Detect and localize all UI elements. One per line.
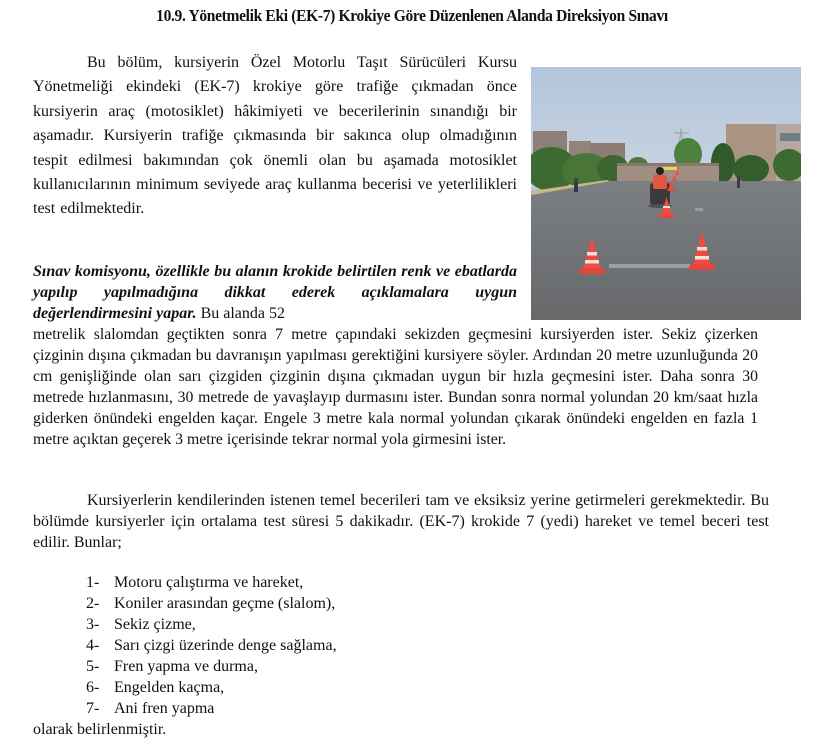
list-item-text: Sarı çizgi üzerinde denge sağlama, — [114, 637, 337, 654]
list-item-number: 5- — [86, 658, 100, 675]
skills-list — [86, 572, 337, 719]
list-item — [86, 614, 337, 635]
list-item — [86, 677, 337, 698]
commission-paragraph-continued: metrelik slalomdan geçtikten sonra 7 metre çapındaki sekizden geçmesini kursiyerden ister. Sekiz çizerken çizginin dışına çıkmadan bu davranışın yapılması gerektiğini kursiyere söyler. Ardından 20 metre uzunluğunda 20 cm genişliğinde olan sarı çizgiden çizginin dışına çıkmadan uygun bir hızla geçmesini ister. Daha sonra 30 metrede hızlanmasını, 30 metrede de yavaşlayıp durmasını ister. Bundan sonra normal yolundan 20 km/saat hızla giderken önündeki engelden kaçar. Engele 3 metre kala normal yolundan çıkarak önündeki engelden en fazla 1 metre açıktan geçerek 3 metre içerisinde tekrar normal yola girmesini ister. — [33, 326, 758, 448]
list-item-text: Koniler arasından geçme (slalom), — [114, 595, 336, 612]
closing-line: olarak belirlenmiştir. — [33, 721, 167, 738]
list-item — [86, 656, 337, 677]
list-item-text: Motoru çalıştırma ve hareket, — [114, 574, 304, 591]
list-item-number: 6- — [86, 679, 100, 696]
list-item-number: 2- — [86, 595, 100, 612]
commission-continuation-text: Bu alanda 52 — [196, 304, 285, 322]
list-item-text: Engelden kaçma, — [114, 679, 225, 696]
requirements-paragraph-text: Kursiyerlerin kendilerinden istenen temel becerileri tam ve eksiksiz yerine getirmeleri gerekmektedir. Bu bölümde kursiyerler için ortalama test süresi 5 dakikadır. (EK-7) krokide 7 (yedi) hareket ve temel beceri test edilir. Bunlar; — [33, 492, 769, 551]
commission-emphasis-text: Sınav komisyonu, özellikle bu alanın krokide belirtilen renk ve ebatlarda yapılıp yapılmadığına dikkat ederek açıklamalara uygun değerlendirmesini yapar. — [33, 263, 517, 322]
list-item — [86, 698, 337, 719]
intro-paragraph-text: Bu bölüm, kursiyerin Özel Motorlu Taşıt Sürücüleri Kursu Yönetmeliği ekindeki (EK-7) krokiye göre trafiğe çıkmadan önce kursiyerin araç (motosiklet) hâkimiyeti ve becerilerinin sınandığı bir aşamadır. Kursiyerin trafiğe çıkmasında bir sakınca olup olmadığının tespit edilmesi bakımından çok önemli olan bu aşamada motosiklet kullanıcılarının minimum seviyede araç kullanma becerisi ve yeterlilikleri test edilmektedir. — [33, 54, 517, 218]
list-item-text: Ani fren yapma — [114, 700, 215, 717]
commission-paragraph — [33, 262, 517, 324]
list-item-number: 1- — [86, 574, 100, 591]
list-item-number: 3- — [86, 616, 100, 633]
motorcycle-test-photo — [531, 67, 801, 320]
list-item — [86, 593, 337, 614]
intro-paragraph — [33, 51, 517, 222]
photo-illustration — [531, 67, 801, 320]
list-item — [86, 572, 337, 593]
list-item-text: Sekiz çizme, — [114, 616, 196, 633]
requirements-paragraph — [33, 490, 769, 553]
list-item-number: 7- — [86, 700, 100, 717]
page-title: 10.9. Yönetmelik Eki (EK-7) Krokiye Göre Düzenlenen Alanda Direksiyon Sınavı — [156, 6, 668, 25]
list-item — [86, 635, 337, 656]
list-item-text: Fren yapma ve durma, — [114, 658, 258, 675]
list-item-number: 4- — [86, 637, 100, 654]
